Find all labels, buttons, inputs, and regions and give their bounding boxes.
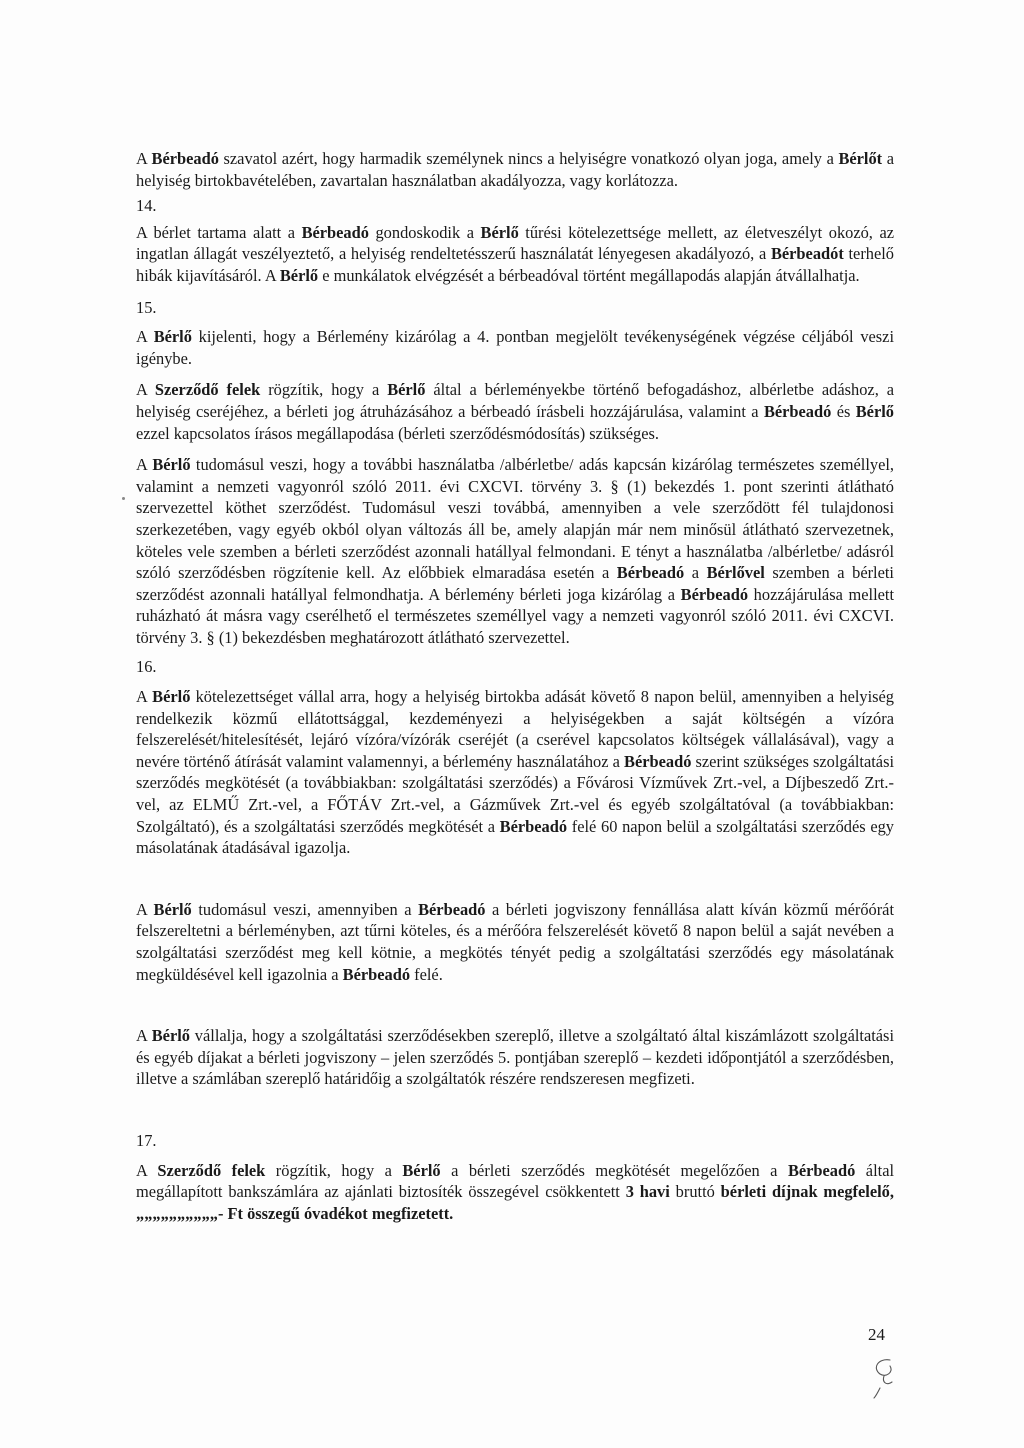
paragraph-16c: A Bérlő vállalja, hogy a szolgáltatási szerződésekben szereplő, illetve a szolgáltató által kiszámlázott szolgáltatási és egyéb díjakat a bérleti jogviszony – jelen szerződés 5. pontjában szereplő – kezdeti időpontjától a szerződésben, illetve a számlában szereplő határidőig a szolgáltatók részére rendszeresen megfizeti.: [136, 1026, 894, 1089]
section-16-number: 16.: [136, 657, 157, 677]
paragraph-15c: A Bérlő tudomásul veszi, hogy a további használatba /albérletbe/ adás kapcsán kizárólag természetes személlyel, valamint a nemzeti vagyonról szóló 2011. évi CXCVI. törvény 3. § (1) bekezdés 1. pont szerinti átlátható szervezettel köthet szerződést. Tudomásul veszi továbbá, amennyiben a vele szerződött fél tulajdonosi szerkezetében, vagy egyéb okból olyan változás áll be, amely alapján már nem minősül átlátható szervezetnek, köteles vele szemben a bérleti szerződést azonnali hatállyal felmondani. E tényt a használatba /albérletbe/ adásról szóló szerződésben rögzítenie kell. Az előbbiek elmaradása esetén a Bérbeadó a Bérlővel szemben a bérleti szerződést azonnali hatállyal felmondhatja. A bérlemény bérleti joga kizárólag a Bérbeadó hozzájárulása mellett ruházható át másra vagy cserélhető el természetes személlyel vagy a nemzeti vagyonról szóló 2011. évi CXCVI. törvény 3. § (1) bekezdésben meghatározott átlátható szervezettel.: [136, 455, 895, 647]
paragraph-15b: A Szerződő felek rögzítik, hogy a Bérlő által a bérleményekbe történő befogadáshoz, albérletbe adáshoz, a helyiség cseréjéhez, a bérleti jog átruházásához a bérbeadó írásbeli hozzájárulása, valamint a Bérbeadó és Bérlő ezzel kapcsolatos írásos megállapodása (bérleti szerződésmódosítás) szükséges.: [136, 380, 895, 443]
paragraph-14: A bérlet tartama alatt a Bérbeadó gondoskodik a Bérlő tűrési kötelezettsége mellett, az életveszélyt okozó, az ingatlan állagát veszélyeztető, a helyiség rendeltetésszerű használatát lényegesen akadályozó, a Bérbeadót terhelő hibák kijavításáról. A Bérlő e munkálatok elvégzését a bérbeadóval történt megállapodás alapján átvállalhatja.: [136, 222, 895, 285]
section-15-number: 15.: [136, 297, 157, 317]
document-body: [136, 148, 894, 1224]
section-14-number: 14.: [136, 196, 157, 216]
page-number: 24: [868, 1325, 885, 1344]
scan-artifact-dot: [122, 497, 125, 500]
handwritten-initials-signature: [860, 1352, 920, 1402]
paragraph-16b: A Bérlő tudomásul veszi, amennyiben a Bérbeadó a bérleti jogviszony fennállása alatt kíván közmű mérőórát felszereltetni a bérleményben, azt tűrni köteles, és a mérőóra felszerelését követő 8 napon belül a saját nevében a szolgáltatási szerződést meg kell kötnie, a megkötés tényét pedig a szolgáltatási szerződés egy másolatának megküldésével kell igazolnia a Bérbeadó felé.: [136, 899, 895, 984]
paragraph-16a: A Bérlő kötelezettséget vállal arra, hogy a helyiség birtokba adását követő 8 napon belül, amennyiben a helyiség rendelkezik közmű ellátottsággal, kezdeményezi a helyiségekben a saját költségén a vízóra felszerelését/hitelesítését, lejáró vízóra/vízórák cseréjét (a cserével kapcsolatos költségek vállalásával), vagy a nevére történő átírását valamint valamennyi, a bérlemény használatához a Bérbeadó szerint szükséges szolgáltatási szerződés megkötését (a továbbiakban: szolgáltatási szerződés) a Fővárosi Vízművek Zrt.-vel, a Díjbeszedő Zrt.-vel, az ELMŰ Zrt.-vel, a FŐTÁV Zrt.-vel, a Gázművek Zrt.-vel és egyéb szolgáltatóval (a továbbiakban: Szolgáltató), és a szolgáltatási szerződés megkötését a Bérbeadó felé 60 napon belül a szolgáltatási szerződés egy másolatának átadásával igazolja.: [136, 687, 895, 858]
paragraph-13-cont: A Bérbeadó szavatol azért, hogy harmadik személynek nincs a helyiségre vonatkozó olyan joga, amely a Bérlőt a helyiség birtokbavételében, zavartalan használatban akadályozza, vagy korlátozza.: [136, 149, 895, 190]
paragraph-17: A Szerződő felek rögzítik, hogy a Bérlő a bérleti szerződés megkötését megelőzően a Bérbeadó által megállapított bankszámlára az ajánlati biztosíték összegével csökkentett 3 havi bruttó bérleti díjnak megfelelő, „„„„„„„„„„- Ft összegű óvadékot megfizetett.: [136, 1160, 895, 1223]
section-17-number: 17.: [136, 1130, 157, 1150]
paragraph-15a: A Bérlő kijelenti, hogy a Bérlemény kizárólag a 4. pontban megjelölt tevékenységének végzése céljából veszi igénybe.: [136, 327, 895, 368]
